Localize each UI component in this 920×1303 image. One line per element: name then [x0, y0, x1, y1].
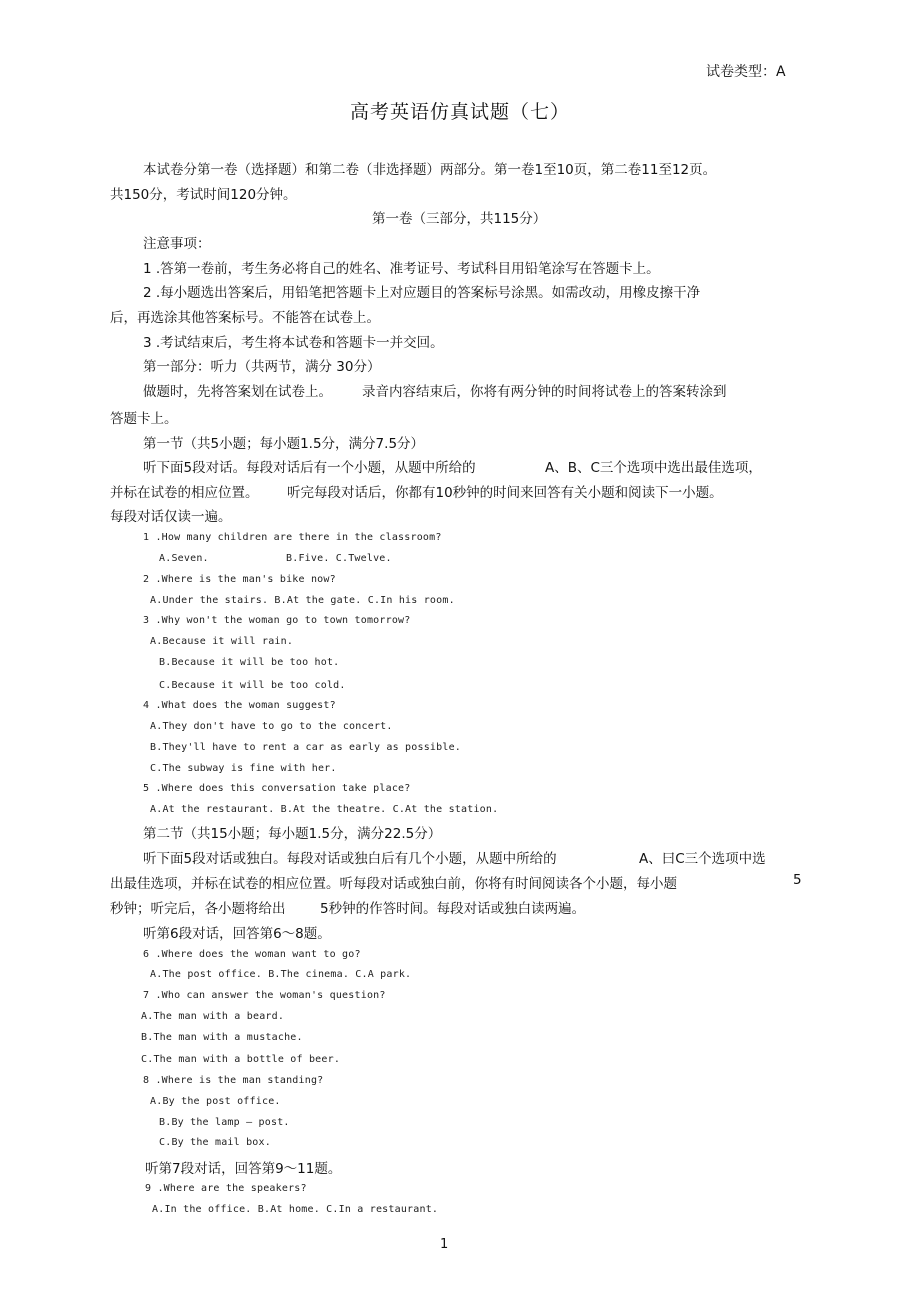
question-1: 1 .How many children are there in the classroom? — [143, 532, 442, 543]
note-3: 3 .考试结束后，考生将本试卷和答题卡一并交回。 — [143, 335, 444, 351]
question-8: 8 .Where is the man standing? — [143, 1075, 324, 1086]
intro-line-1: 本试卷分第一卷（选择题）和第二卷（非选择题）两部分。第一卷1至10页，第二卷11至12页。 — [143, 162, 717, 178]
question-7-option-a: A.The man with a beard. — [141, 1011, 285, 1022]
question-8-option-b: B.By the lamp — post. — [159, 1117, 290, 1128]
section2-heading: 第二节（共15小题；每小题1.5分，满分22.5分） — [143, 826, 442, 842]
question-9: 9 .Where are the speakers? — [145, 1183, 307, 1194]
question-5-options: A.At the restaurant. B.At the theatre. C.At the station. — [150, 804, 499, 815]
dialog-6-heading: 听第6段对话，回答第6～8题。 — [143, 926, 331, 942]
section2-instr-1b: A、曰C三个选项中选 — [639, 851, 766, 867]
section2-instr-1a: 听下面5段对话或独白。每段对话或独白后有几个小题，从题中所给的 — [143, 851, 557, 867]
section2-instr-2a: 出最佳选项，并标在试卷的相应位置。听每段对话或独白前，你将有时间阅读各个小题，每小题 — [110, 876, 677, 892]
question-2-options: A.Under the stairs. B.At the gate. C.In his room. — [150, 595, 455, 606]
question-7-option-c: C.The man with a bottle of beer. — [141, 1054, 341, 1065]
part1-instr-a: 做题时，先将答案划在试卷上。 — [143, 384, 332, 400]
note-2-line-2: 后，再选涂其他答案标号。不能答在试卷上。 — [110, 310, 380, 326]
question-1-options-bc: B.Five. C.Twelve. — [286, 553, 392, 564]
question-8-option-a: A.By the post office. — [150, 1096, 281, 1107]
section2-instr-3a: 秒钟；听完后，各小题将给出 — [110, 901, 286, 917]
question-7-option-b: B.The man with a mustache. — [141, 1032, 303, 1043]
section1-instr-1a: 听下面5段对话。每段对话后有一个小题，从题中所给的 — [143, 460, 476, 476]
intro-line-2: 共150分，考试时间120分钟。 — [110, 187, 297, 203]
section2-instr-2b: 5 — [793, 872, 802, 888]
section1-heading: 第一节（共5小题；每小题1.5分，满分7.5分） — [143, 436, 425, 452]
question-3: 3 .Why won't the woman go to town tomorrow? — [143, 615, 411, 626]
volume-heading: 第一卷（三部分，共115分） — [372, 211, 547, 227]
question-8-option-c: C.By the mail box. — [159, 1137, 271, 1148]
question-4-option-a: A.They don't have to go to the concert. — [150, 721, 393, 732]
note-2-line-1: 2 .每小题选出答案后，用铅笔把答题卡上对应题目的答案标号涂黑。如需改动，用橡皮擦干净 — [143, 285, 701, 301]
question-4-option-b: B.They'll have to rent a car as early as possible. — [150, 742, 462, 753]
question-3-option-b: B.Because it will be too hot. — [159, 657, 340, 668]
paper-type: 试卷类型：A — [706, 64, 786, 80]
page-number: 1 — [440, 1237, 449, 1252]
question-5: 5 .Where does this conversation take place? — [143, 783, 411, 794]
part1-heading: 第一部分：听力（共两节，满分 30分） — [143, 359, 381, 375]
section1-instr-1b: A、B、C三个选项中选出最佳选项， — [545, 460, 762, 476]
note-1: 1 .答第一卷前，考生务必将自己的姓名、准考证号、考试科目用铅笔涂写在答题卡上。 — [143, 261, 660, 277]
question-3-option-a: A.Because it will rain. — [150, 636, 294, 647]
question-6-options: A.The post office. B.The cinema. C.A park. — [150, 969, 412, 980]
question-4: 4 .What does the woman suggest? — [143, 700, 336, 711]
dialog-7-heading: 听第7段对话，回答第9～11题。 — [145, 1161, 342, 1177]
part1-instr-b: 录音内容结束后，你将有两分钟的时间将试卷上的答案转涂到 — [362, 384, 727, 400]
section1-instr-3: 每段对话仅读一遍。 — [110, 509, 232, 525]
question-3-option-c: C.Because it will be too cold. — [159, 680, 346, 691]
question-4-option-c: C.The subway is fine with her. — [150, 763, 337, 774]
question-7: 7 .Who can answer the woman's question? — [143, 990, 386, 1001]
notes-heading: 注意事项： — [143, 236, 211, 252]
page-title: 高考英语仿真试题（七） — [350, 101, 571, 123]
question-6: 6 .Where does the woman want to go? — [143, 949, 361, 960]
question-9-options: A.In the office. B.At home. C.In a restaurant. — [152, 1204, 439, 1215]
question-2: 2 .Where is the man's bike now? — [143, 574, 336, 585]
section2-instr-3b: 5秒钟的作答时间。每段对话或独白读两遍。 — [320, 901, 586, 917]
question-1-option-a: A.Seven. — [159, 553, 209, 564]
part1-instr-c: 答题卡上。 — [110, 411, 178, 427]
section1-instr-2b: 听完每段对话后，你都有10秒钟的时间来回答有关小题和阅读下一小题。 — [287, 485, 723, 501]
section1-instr-2a: 并标在试卷的相应位置。 — [110, 485, 259, 501]
